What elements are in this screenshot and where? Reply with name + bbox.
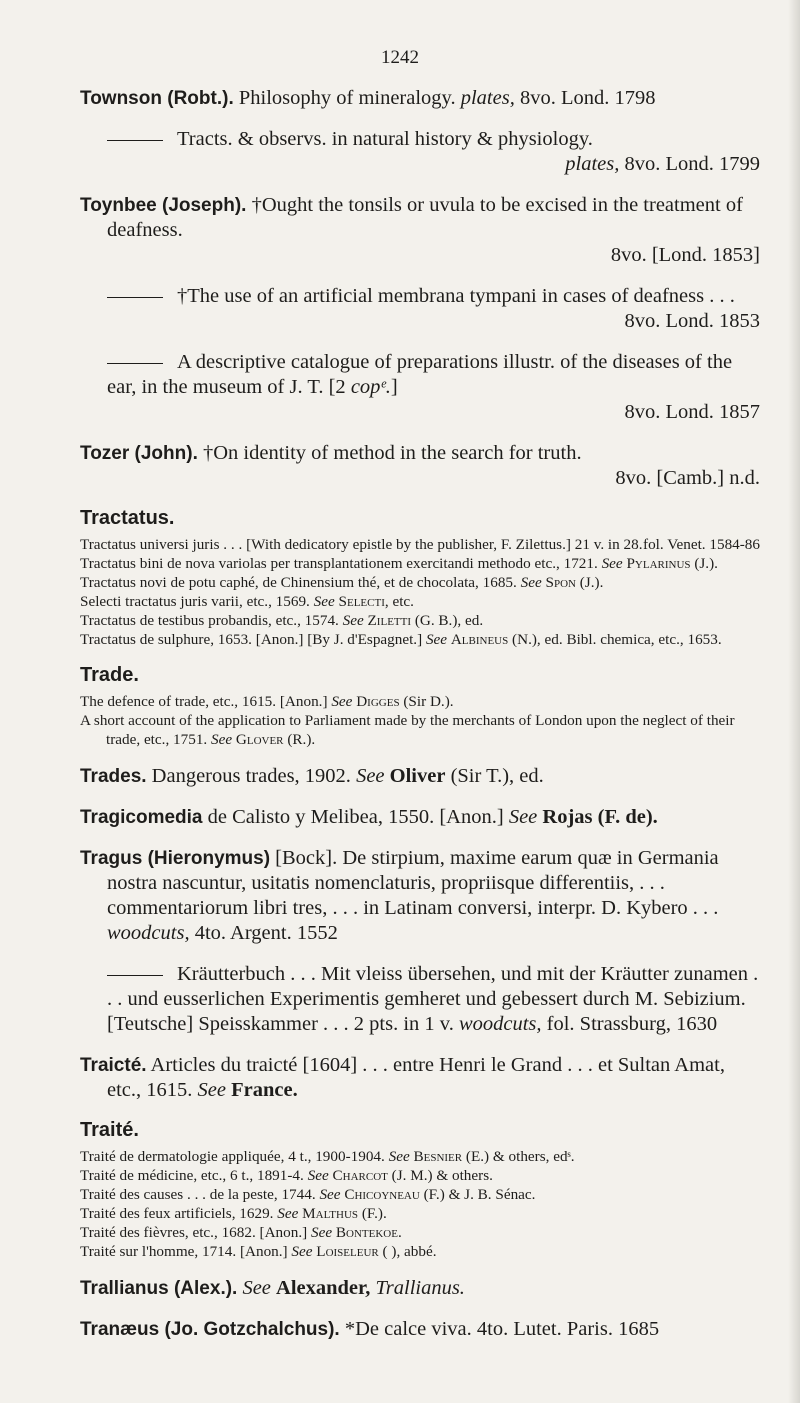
- item-tail: (E.) & others, edˢ.: [462, 1148, 575, 1165]
- entry-heading: Toynbee (Joseph).: [80, 195, 247, 216]
- entry-note: copᵉ.: [350, 376, 391, 398]
- item-text: Traité des fièvres, etc., 1682. [Anon.]: [80, 1224, 311, 1241]
- item-tail: (J.).: [690, 555, 718, 572]
- ditto-dash: [107, 297, 163, 298]
- see-ref: See: [291, 1243, 313, 1260]
- list-item: [80, 611, 760, 630]
- see-ref: See: [425, 631, 448, 648]
- see-ref: See: [197, 1079, 226, 1101]
- list-item: [80, 573, 760, 592]
- entry-traicte: [80, 1053, 760, 1103]
- entry-title: de Calisto y Melibea, 1550. [Anon.]: [207, 806, 509, 828]
- item-tail: (J. M.) & others.: [387, 1167, 493, 1184]
- ditto-dash: [107, 140, 163, 141]
- cross-reference: Ziletti: [367, 612, 412, 629]
- entry-title: †Ought the tonsils or uvula to be excised in the treatment of deafness.: [107, 194, 743, 241]
- cross-reference: Bontekoe: [335, 1224, 398, 1241]
- trade-list: [80, 692, 760, 749]
- list-item: [80, 1166, 760, 1185]
- page-edge-shadow: [788, 0, 800, 1403]
- item-tail: (N.), ed. Bibl. chemica, etc., 1653.: [508, 631, 722, 648]
- item-text: Traité des causes . . . de la peste, 1744.: [80, 1186, 320, 1203]
- entry-tail: (Sir T.), ed.: [445, 765, 544, 787]
- section-heading-trade: Trade.: [80, 664, 139, 686]
- cross-reference: Oliver: [389, 765, 446, 787]
- see-ref: See: [211, 731, 233, 748]
- section-heading-traite: Traité.: [80, 1119, 139, 1141]
- item-tail: ( ), abbé.: [378, 1243, 437, 1260]
- entry-title: Tracts. & observs. in natural history & physiology.: [177, 128, 593, 150]
- entry-imprint: 8vo. Lond. 1853: [624, 310, 760, 332]
- entry-heading: Trades.: [80, 766, 147, 787]
- cross-reference: Besnier: [413, 1148, 463, 1165]
- list-item: [80, 1242, 760, 1261]
- entry-townson: [80, 86, 760, 111]
- see-ref: See: [508, 806, 538, 828]
- entry-imprint: 8vo. Lond. 1798: [514, 87, 656, 109]
- section-heading-tractatus: Tractatus.: [80, 507, 175, 529]
- see-ref: See: [311, 1224, 333, 1241]
- entry-note: woodcuts,: [458, 1013, 542, 1035]
- entry-title: *De calce viva. 4to. Lutet. Paris. 1685: [339, 1318, 660, 1340]
- list-item: [80, 630, 760, 649]
- item-text: Selecti tractatus juris varii, etc., 1569.: [80, 593, 314, 610]
- cross-reference: Loiseleur: [316, 1243, 379, 1260]
- cross-reference: Rojas (F. de).: [542, 806, 658, 828]
- tractatus-list: [80, 535, 760, 649]
- list-item: [80, 535, 760, 554]
- entry-title: [Bock]. De stirpium, maxime earum quæ in Germania nostra nascuntur, usitatis nomenclaturis, propriisque differentiis, . . . commentariorum libri tres, . . . in Latinam conversi, interpr. D. Kybero . . .: [107, 847, 719, 919]
- item-text: Tractatus novi de potu caphé, de Chinensium thé, et de chocolata, 1685.: [80, 574, 521, 591]
- traite-list: [80, 1147, 760, 1261]
- entry-tozer: [80, 441, 760, 491]
- list-item: [80, 711, 760, 749]
- cross-reference: Spon: [545, 574, 576, 591]
- entry-title: †The use of an artificial membrana tympani in cases of deafness . . .: [177, 285, 735, 307]
- item-text: Traité de dermatologie appliquée, 4 t., 1900-1904.: [80, 1148, 389, 1165]
- entry-heading: Tranæus (Jo. Gotzchalchus).: [80, 1319, 340, 1340]
- cross-reference: Chicoyneau: [344, 1186, 420, 1203]
- see-ref: See: [319, 1186, 341, 1203]
- entry-title: Dangerous trades, 1902.: [151, 765, 357, 787]
- list-item: [80, 1223, 760, 1242]
- cross-reference: Digges: [356, 693, 400, 710]
- entry-imprint: 8vo. [Camb.] n.d.: [615, 467, 760, 489]
- item-tail: (F.) & J. B. Sénac.: [419, 1186, 536, 1203]
- entry-heading: Tragus (Hieronymus): [80, 848, 271, 869]
- entry-toynbee: [80, 193, 760, 268]
- entry-trallianus: [80, 1276, 760, 1301]
- entry-title: Philosophy of mineralogy.: [238, 87, 461, 109]
- see-ref: See: [313, 593, 335, 610]
- item-text: The defence of trade, etc., 1615. [Anon.]: [80, 693, 332, 710]
- ditto-dash: [107, 363, 163, 364]
- item-text: Traité de médicine, etc., 6 t., 1891-4.: [80, 1167, 308, 1184]
- entry-toynbee-3: [80, 350, 760, 425]
- item-tail: (R.).: [283, 731, 316, 748]
- item-text: Tractatus bini de nova variolas per transplantationem exercitandi methodo etc., 1721.: [80, 555, 602, 572]
- see-ref: See: [277, 1205, 299, 1222]
- entry-note: plates,: [460, 87, 515, 109]
- entry-note: woodcuts,: [107, 922, 190, 944]
- item-tail: (F.).: [358, 1205, 387, 1222]
- see-ref: See: [520, 574, 542, 591]
- cross-reference: Charcot: [332, 1167, 388, 1184]
- entry-heading: Tozer (John).: [80, 443, 198, 464]
- entry-heading: Townson (Robt.).: [80, 88, 234, 109]
- item-text: A short account of the application to Parliament made by the merchants of London upon the neglect of their trade, etc., 1751.: [80, 712, 735, 748]
- item-text: Tractatus de sulphure, 1653. [Anon.] [By J. d'Espagnet.]: [80, 631, 426, 648]
- entry-heading: Tragicomedia: [80, 807, 203, 828]
- list-item: [80, 592, 760, 611]
- entry-title: A descriptive catalogue of preparations illustr. of the diseases of the ear, in the museum of J. T. [2: [107, 351, 733, 398]
- entry-toynbee-2: [80, 284, 760, 334]
- entry-bracket: ]: [390, 376, 398, 398]
- page-number: 1242: [381, 47, 419, 68]
- catalogue-page: [80, 86, 760, 1358]
- entry-imprint: 8vo. [Lond. 1853]: [610, 244, 760, 266]
- list-item: [80, 692, 760, 711]
- item-text: Traité sur l'homme, 1714. [Anon.]: [80, 1243, 292, 1260]
- cross-reference: Pylarinus: [626, 555, 691, 572]
- entry-heading: Trallianus (Alex.).: [80, 1278, 238, 1299]
- cross-reference: France.: [231, 1079, 298, 1101]
- entry-townson-2: [80, 127, 760, 177]
- item-tail: , etc.: [384, 593, 414, 610]
- item-text: Tractatus universi juris . . . [With dedicatory epistle by the publisher, F. Zilettus.] 21 v. in 28.: [80, 536, 643, 553]
- see-ref: See: [388, 1148, 410, 1165]
- see-ref: See: [601, 555, 623, 572]
- item-tail: (G. B.), ed.: [411, 612, 484, 629]
- see-ref: See: [237, 1277, 277, 1299]
- entry-tragicomedia: [80, 805, 760, 830]
- item-text: Traité des feux artificiels, 1629.: [80, 1205, 278, 1222]
- see-ref: See: [342, 612, 364, 629]
- entry-title: Kräutterbuch . . . Mit vleiss übersehen, und mit der Kräutter zunamen . . . und eusserlichen Experimentis gemheret und gebessert durch M. Sebizium. [Teutsche] Speisskammer . . . 2 pts. in 1 v.: [107, 963, 759, 1035]
- entry-imprint: 8vo. Lond. 1799: [619, 153, 760, 175]
- see-ref: See: [307, 1167, 329, 1184]
- cross-reference: Alexander,: [276, 1277, 371, 1299]
- entry-trades: [80, 764, 760, 789]
- see-ref: See: [331, 693, 353, 710]
- cross-reference: Malthus: [302, 1205, 359, 1222]
- entry-tragus: [80, 846, 760, 946]
- ditto-dash: [107, 975, 163, 976]
- entry-title: †On identity of method in the search for truth.: [202, 442, 582, 464]
- item-text: Tractatus de testibus probandis, etc., 1574.: [80, 612, 343, 629]
- entry-imprint: fol. Strassburg, 1630: [541, 1013, 718, 1035]
- item-tail: .: [397, 1224, 402, 1241]
- entry-imprint: 8vo. Lond. 1857: [624, 401, 760, 423]
- entry-tranaeus: [80, 1317, 760, 1342]
- item-imprint: fol. Venet. 1584-86: [643, 536, 760, 553]
- entry-imprint: 4to. Argent. 1552: [189, 922, 338, 944]
- entry-note: plates,: [565, 153, 620, 175]
- item-tail: (J.).: [575, 574, 604, 591]
- entry-title: Articles du traicté [1604] . . . entre Henri le Grand . . . et Sultan Amat, etc., 1615.: [107, 1054, 725, 1101]
- list-item: [80, 1204, 760, 1223]
- list-item: [80, 1147, 760, 1166]
- cross-reference: Albineus: [450, 631, 509, 648]
- list-item: [80, 554, 760, 573]
- entry-note: Trallianus.: [370, 1277, 465, 1299]
- entry-tragus-2: [80, 962, 760, 1037]
- entry-heading: Traicté.: [80, 1055, 147, 1076]
- list-item: [80, 1185, 760, 1204]
- see-ref: See: [356, 765, 385, 787]
- item-tail: (Sir D.).: [399, 693, 454, 710]
- cross-reference: Glover: [235, 731, 284, 748]
- cross-reference: Selecti: [338, 593, 385, 610]
